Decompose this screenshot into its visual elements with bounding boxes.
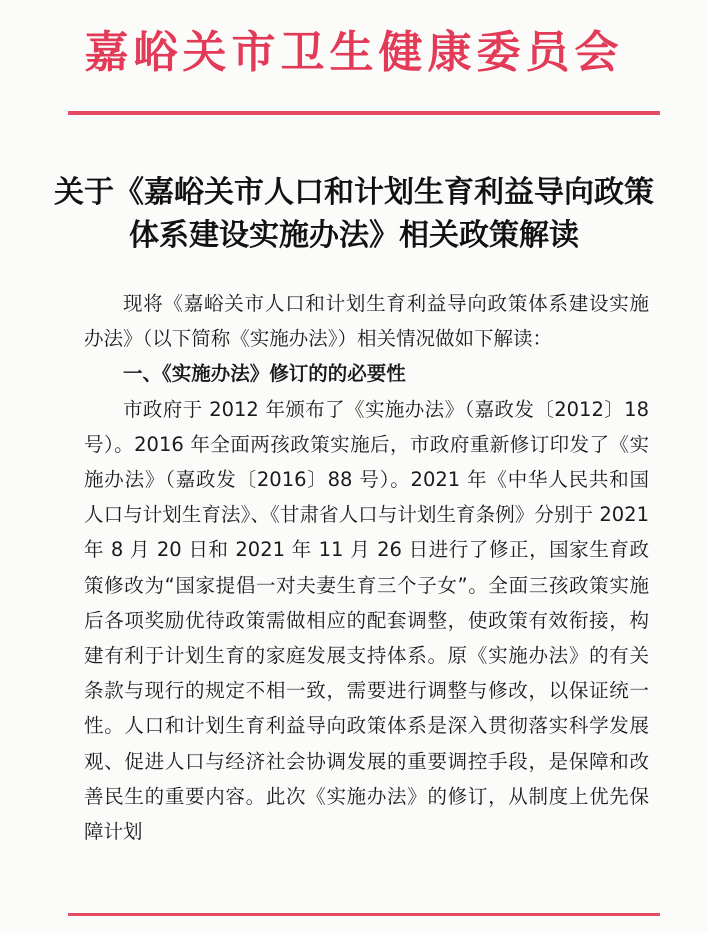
footer-divider	[68, 913, 660, 916]
body-paragraph: 市政府于 2012 年颁布了《实施办法》（嘉政发〔2012〕18 号）。2016 年全面两孩政策实施后，市政府重新修订印发了《实施办法》（嘉政发〔2016〕88 号）。2021 年《中华人民共和国人口与计划生育法》、《甘肃省人口与计划生育条例》分别于 2021 年 8 月 20 日和 2021 年 11 月 26 日进行了修正，国家生育政策修改为“国家提倡一对夫妻生育三个子女”。全面三孩政策实施后各项奖励优待政策需做相应的配套调整，使政策有效衔接，构建有利于计划生育的家庭发展支持体系。原《实施办法》的有关条款与现行的规定不相一致，需要进行调整与修改，以保证统一性。人口和计划生育利益导向政策体系是深入贯彻落实科学发展观、促进人口与经济社会协调发展的重要调控手段，是保障和改善民生的重要内容。此次《实施办法》的修订，从制度上优先保障计划	[84, 397, 649, 844]
header-divider	[68, 111, 660, 115]
intro-paragraph: 现将《嘉峪关市人口和计划生育利益导向政策体系建设实施办法》（以下简称《实施办法》）相关情况做如下解读：	[84, 292, 649, 351]
document-body	[84, 286, 649, 849]
document-title-line-1: 关于《嘉峪关市人口和计划生育利益导向政策	[54, 175, 654, 210]
section-heading: 一、《实施办法》修订的的必要性	[123, 362, 406, 386]
issuer-header: 嘉峪关市卫生健康委员会	[84, 27, 624, 78]
document-title-line-2: 体系建设实施办法》相关政策解读	[129, 218, 579, 253]
